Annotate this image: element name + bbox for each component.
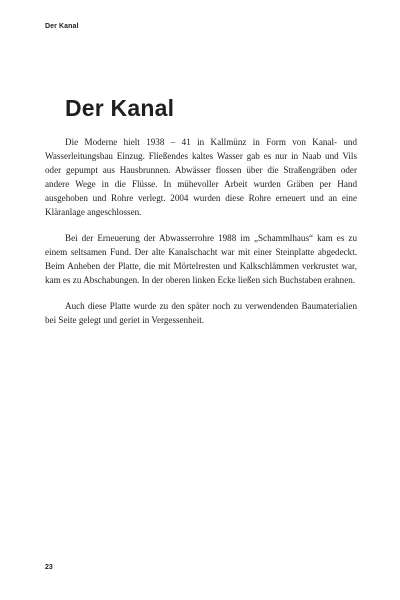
- paragraph-3: Auch diese Platte wurde zu den später noch zu verwendenden Baumaterialien bei Seite gelegt und geriet in Vergessenheit.: [45, 301, 357, 325]
- page-title: Der Kanal: [65, 95, 175, 121]
- running-header: Der Kanal: [45, 23, 79, 30]
- paragraph-2: Bei der Erneuerung der Abwasserrohre 1988 im „Schammlhaus“ kam es zu einem seltsamen Fund. Der alte Kanalschacht war mit einer Steinplatte abgedeckt. Beim Anheben der Platte, die mit Mörtelresten und Kalkschlämmen verkrustet war, kam es zu Abschabungen. In der oberen linken Ecke ließen sich Buchstaben erahnen.: [45, 232, 357, 285]
- page-number: 23: [45, 564, 53, 571]
- body-text: [45, 136, 357, 340]
- paragraph-1: Die Moderne hielt 1938 – 41 in Kallmünz in Form von Kanal- und Wasserleitungsbau Einzug. Fließendes kaltes Wasser gab es nur in Naab und Vils oder gepumpt aus Hausbrunnen. Abwässer flossen über die Straßengräben oder andere Wege in die Flüsse. In mühevoller Arbeit wurden Gräben per Hand ausgehoben und Rohre verlegt. 2004 wurden diese Rohre erneuert und an eine Kläranlage angeschlossen.: [45, 137, 357, 217]
